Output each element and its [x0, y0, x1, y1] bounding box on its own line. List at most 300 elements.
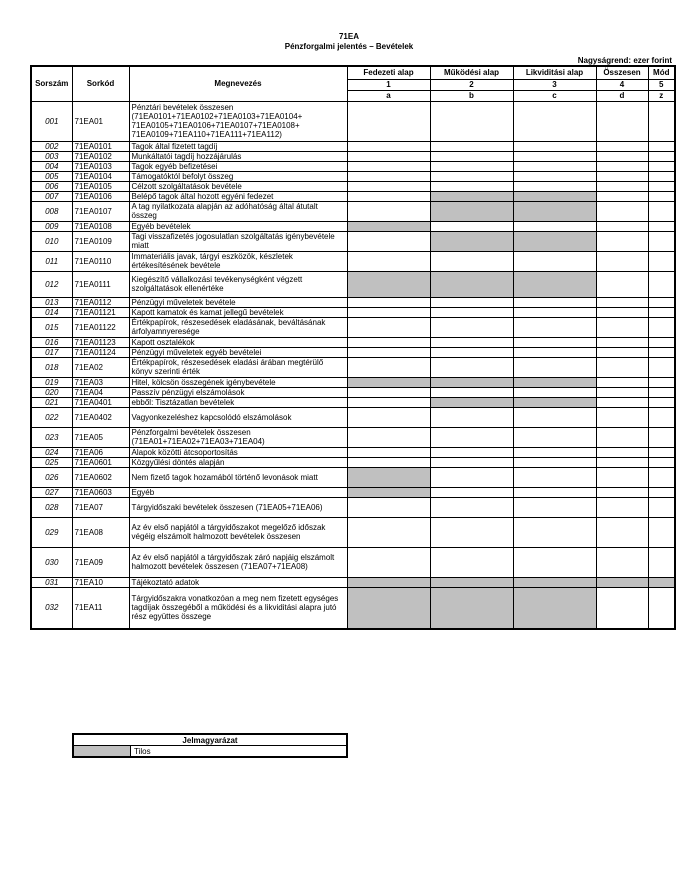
table-row [31, 151, 675, 161]
value-cell[interactable] [430, 101, 513, 141]
value-cell[interactable] [430, 427, 513, 447]
row-code: 71EA0603 [72, 487, 129, 497]
value-cell[interactable] [513, 297, 596, 307]
value-cell[interactable] [596, 407, 648, 427]
value-cell[interactable] [430, 517, 513, 547]
row-code: 71EA01123 [72, 337, 129, 347]
value-cell[interactable] [513, 251, 596, 271]
header-osszesen: Összesen [596, 66, 648, 79]
value-cell[interactable] [648, 307, 675, 317]
value-cell[interactable] [596, 587, 648, 629]
value-cell[interactable] [347, 547, 430, 577]
value-cell[interactable] [430, 407, 513, 427]
value-cell[interactable] [596, 357, 648, 377]
value-cell[interactable] [347, 181, 430, 191]
row-code: 71EA09 [72, 547, 129, 577]
value-cell[interactable] [596, 317, 648, 337]
row-number: 012 [31, 271, 72, 297]
row-number: 031 [31, 577, 72, 587]
row-description: ebből: Tisztázatlan bevételek [129, 397, 347, 407]
value-cell[interactable] [347, 297, 430, 307]
value-cell[interactable] [347, 231, 430, 251]
value-cell[interactable] [347, 201, 430, 221]
value-cell[interactable] [513, 221, 596, 231]
value-cell[interactable] [347, 387, 430, 397]
value-cell[interactable] [596, 397, 648, 407]
table-row [31, 497, 675, 517]
row-code: 71EA0112 [72, 297, 129, 307]
col-number: 2 [430, 79, 513, 90]
value-cell[interactable] [430, 357, 513, 377]
row-number: 026 [31, 467, 72, 487]
col-number: 3 [513, 79, 596, 90]
row-description: A tag nyilatkozata alapján az adóhatóság által átutalt összeg [129, 201, 347, 221]
row-description: Értékpapírok, részesedések eladási árában megtérülő könyv szerinti érték [129, 357, 347, 377]
row-code: 71EA0106 [72, 191, 129, 201]
row-description: Tájékoztató adatok [129, 577, 347, 587]
value-cell[interactable] [347, 497, 430, 517]
value-cell[interactable] [596, 251, 648, 271]
value-cell[interactable] [596, 141, 648, 151]
row-number: 015 [31, 317, 72, 337]
value-cell[interactable] [596, 271, 648, 297]
row-description: Az év első napjától a tárgyidőszak záró napjáig elszámolt halmozott bevételek összesen (71EA07+71EA08) [129, 547, 347, 577]
value-cell[interactable] [430, 297, 513, 307]
table-row [31, 221, 675, 231]
legend-title: Jelmagyarázat [73, 734, 347, 746]
value-cell[interactable] [596, 151, 648, 161]
value-cell[interactable] [648, 161, 675, 171]
row-number: 030 [31, 547, 72, 577]
value-cell[interactable] [430, 497, 513, 517]
table-row [31, 337, 675, 347]
col-number: 5 [648, 79, 675, 90]
value-cell[interactable] [648, 377, 675, 387]
row-code: 71EA0105 [72, 181, 129, 191]
table-row [31, 547, 675, 577]
table-row [31, 307, 675, 317]
forbidden-cell [430, 231, 513, 251]
value-cell[interactable] [430, 447, 513, 457]
row-number: 001 [31, 101, 72, 141]
table-row [31, 407, 675, 427]
value-cell[interactable] [513, 161, 596, 171]
value-cell[interactable] [596, 231, 648, 251]
row-number: 009 [31, 221, 72, 231]
table-row [31, 201, 675, 221]
value-cell[interactable] [513, 307, 596, 317]
table-row [31, 517, 675, 547]
value-cell[interactable] [430, 457, 513, 467]
row-description: Nem fizető tagok hozamából történő levonások miatt [129, 467, 347, 487]
value-cell[interactable] [596, 101, 648, 141]
value-cell[interactable] [513, 151, 596, 161]
form-title: Pénzforgalmi jelentés – Bevételek [284, 42, 414, 51]
col-number: 1 [347, 79, 430, 90]
forbidden-cell [596, 577, 648, 587]
table-row [31, 231, 675, 251]
row-code: 71EA0402 [72, 407, 129, 427]
table-row [31, 467, 675, 487]
forbidden-cell [513, 577, 596, 587]
row-description: Alapok közötti átcsoportosítás [129, 447, 347, 457]
value-cell[interactable] [347, 141, 430, 151]
row-code: 71EA01 [72, 101, 129, 141]
value-cell[interactable] [596, 201, 648, 221]
row-number: 010 [31, 231, 72, 251]
row-number: 018 [31, 357, 72, 377]
row-number: 024 [31, 447, 72, 457]
value-cell[interactable] [648, 151, 675, 161]
value-cell[interactable] [648, 497, 675, 517]
value-cell[interactable] [648, 337, 675, 347]
value-cell[interactable] [596, 387, 648, 397]
row-code: 71EA0111 [72, 271, 129, 297]
value-cell[interactable] [648, 457, 675, 467]
table-row [31, 447, 675, 457]
row-number: 002 [31, 141, 72, 151]
row-description: Közgyűlési döntés alapján [129, 457, 347, 467]
row-description: Vagyonkezeléshez kapcsolódó elszámolások [129, 407, 347, 427]
value-cell[interactable] [347, 447, 430, 457]
forbidden-cell [513, 271, 596, 297]
value-cell[interactable] [347, 517, 430, 547]
value-cell[interactable] [513, 487, 596, 497]
value-cell[interactable] [513, 497, 596, 517]
value-cell[interactable] [513, 547, 596, 577]
value-cell[interactable] [648, 427, 675, 447]
value-cell[interactable] [596, 297, 648, 307]
value-cell[interactable] [648, 407, 675, 427]
value-cell[interactable] [596, 497, 648, 517]
table-row [31, 487, 675, 497]
value-cell[interactable] [347, 407, 430, 427]
row-number: 006 [31, 181, 72, 191]
row-code: 71EA03 [72, 377, 129, 387]
row-number: 029 [31, 517, 72, 547]
value-cell[interactable] [648, 231, 675, 251]
value-cell[interactable] [513, 387, 596, 397]
value-cell[interactable] [513, 337, 596, 347]
row-code: 71EA0108 [72, 221, 129, 231]
value-cell[interactable] [648, 317, 675, 337]
value-cell[interactable] [596, 181, 648, 191]
row-number: 023 [31, 427, 72, 447]
value-cell[interactable] [596, 517, 648, 547]
value-cell[interactable] [347, 397, 430, 407]
forbidden-cell [430, 191, 513, 201]
value-cell[interactable] [430, 171, 513, 181]
value-cell[interactable] [430, 181, 513, 191]
table-row [31, 457, 675, 467]
row-description: Hitel, kölcsön összegének igénybevétele [129, 377, 347, 387]
row-number: 022 [31, 407, 72, 427]
row-number: 017 [31, 347, 72, 357]
row-description: Pénzforgalmi bevételek összesen (71EA01+71EA02+71EA03+71EA04) [129, 427, 347, 447]
value-cell[interactable] [648, 101, 675, 141]
table-row [31, 171, 675, 181]
value-cell[interactable] [596, 171, 648, 181]
row-number: 032 [31, 587, 72, 629]
row-code: 71EA11 [72, 587, 129, 629]
row-code: 71EA01121 [72, 307, 129, 317]
row-code: 71EA01124 [72, 347, 129, 357]
value-cell[interactable] [347, 347, 430, 357]
forbidden-cell [347, 587, 430, 629]
forbidden-cell [347, 467, 430, 487]
value-cell[interactable] [430, 547, 513, 577]
table-body [31, 101, 675, 629]
row-number: 020 [31, 387, 72, 397]
table-row [31, 251, 675, 271]
row-description: Pénzügyi műveletek bevétele [129, 297, 347, 307]
value-cell[interactable] [347, 357, 430, 377]
unit-label: Nagyságrend: ezer forint [577, 56, 672, 65]
value-cell[interactable] [513, 347, 596, 357]
value-cell[interactable] [596, 347, 648, 357]
value-cell[interactable] [513, 317, 596, 337]
value-cell[interactable] [596, 487, 648, 497]
row-code: 71EA0103 [72, 161, 129, 171]
value-cell[interactable] [648, 517, 675, 547]
row-description: Kapott osztalékok [129, 337, 347, 347]
forbidden-cell [347, 577, 430, 587]
value-cell[interactable] [513, 467, 596, 487]
value-cell[interactable] [347, 317, 430, 337]
row-description: Célzott szolgáltatások bevétele [129, 181, 347, 191]
value-cell[interactable] [430, 161, 513, 171]
value-cell[interactable] [513, 357, 596, 377]
value-cell[interactable] [648, 141, 675, 151]
value-cell[interactable] [596, 377, 648, 387]
row-number: 028 [31, 497, 72, 517]
row-code: 71EA06 [72, 447, 129, 457]
row-code: 71EA01122 [72, 317, 129, 337]
row-number: 004 [31, 161, 72, 171]
value-cell[interactable] [430, 251, 513, 271]
value-cell[interactable] [596, 191, 648, 201]
value-cell[interactable] [347, 307, 430, 317]
row-description: Pénzügyi műveletek egyéb bevételei [129, 347, 347, 357]
value-cell[interactable] [596, 307, 648, 317]
table-row [31, 357, 675, 377]
row-code: 71EA04 [72, 387, 129, 397]
value-cell[interactable] [648, 447, 675, 457]
value-cell[interactable] [347, 171, 430, 181]
table-row [31, 271, 675, 297]
forbidden-cell [347, 221, 430, 231]
value-cell[interactable] [347, 427, 430, 447]
row-description: Immateriális javak, tárgyi eszközök, készletek értékesítésének bevétele [129, 251, 347, 271]
value-cell[interactable] [513, 141, 596, 151]
forbidden-cell [430, 201, 513, 221]
row-description: Tárgyidőszaki bevételek összesen (71EA05+71EA06) [129, 497, 347, 517]
value-cell[interactable] [347, 337, 430, 347]
value-cell[interactable] [430, 141, 513, 151]
value-cell[interactable] [648, 221, 675, 231]
value-cell[interactable] [513, 517, 596, 547]
value-cell[interactable] [513, 457, 596, 467]
row-number: 011 [31, 251, 72, 271]
value-cell[interactable] [430, 467, 513, 487]
value-cell[interactable] [513, 171, 596, 181]
row-code: 71EA07 [72, 497, 129, 517]
value-cell[interactable] [596, 467, 648, 487]
value-cell[interactable] [648, 357, 675, 377]
row-code: 71EA0401 [72, 397, 129, 407]
header-mukodesi-alap: Működési alap [430, 66, 513, 79]
table-row [31, 191, 675, 201]
row-number: 013 [31, 297, 72, 307]
row-description: Kapott kamatok és kamat jellegű bevételek [129, 307, 347, 317]
row-number: 027 [31, 487, 72, 497]
value-cell[interactable] [430, 151, 513, 161]
row-code: 71EA0602 [72, 467, 129, 487]
value-cell[interactable] [648, 191, 675, 201]
value-cell[interactable] [648, 547, 675, 577]
row-description: Értékpapírok, részesedések eladásának, beváltásának árfolyamnyeresége [129, 317, 347, 337]
row-description: Kiegészítő vállalkozási tevékenységként végzett szolgáltatások ellenértéke [129, 271, 347, 297]
col-number: 4 [596, 79, 648, 90]
table-row [31, 317, 675, 337]
row-description: Az év első napjától a tárgyidőszakot megelőző időszak végéig elszámolt halmozott bevételek összesen [129, 517, 347, 547]
forbidden-cell [430, 377, 513, 387]
col-letter: b [430, 90, 513, 101]
forbidden-cell [430, 397, 513, 407]
value-cell[interactable] [596, 447, 648, 457]
header-fedezeti-alap: Fedezeti alap [347, 66, 430, 79]
value-cell[interactable] [347, 191, 430, 201]
value-cell[interactable] [430, 487, 513, 497]
table-row [31, 161, 675, 171]
table-row [31, 587, 675, 629]
legend-item-label: Tilos [131, 746, 348, 758]
header-megnevezes: Megnevezés [129, 66, 347, 101]
value-cell[interactable] [596, 221, 648, 231]
row-number: 025 [31, 457, 72, 467]
value-cell[interactable] [347, 101, 430, 141]
header-mod: Mód [648, 66, 675, 79]
value-cell[interactable] [648, 201, 675, 221]
row-description: Munkáltatói tagdíj hozzájárulás [129, 151, 347, 161]
legend [72, 733, 348, 758]
row-code: 71EA0601 [72, 457, 129, 467]
value-cell[interactable] [648, 587, 675, 629]
row-number: 019 [31, 377, 72, 387]
table-row [31, 427, 675, 447]
row-number: 021 [31, 397, 72, 407]
row-description: Tagi visszafizetés jogosulatlan szolgáltatás igénybevétele miatt [129, 231, 347, 251]
value-cell[interactable] [347, 251, 430, 271]
forbidden-cell [513, 377, 596, 387]
table-row [31, 577, 675, 587]
row-description: Egyéb bevételek [129, 221, 347, 231]
value-cell[interactable] [430, 347, 513, 357]
table-row [31, 397, 675, 407]
table-row [31, 181, 675, 191]
forbidden-cell [513, 231, 596, 251]
value-cell[interactable] [430, 317, 513, 337]
value-cell[interactable] [513, 181, 596, 191]
col-letter: a [347, 90, 430, 101]
value-cell[interactable] [430, 307, 513, 317]
value-cell[interactable] [648, 467, 675, 487]
value-cell[interactable] [430, 221, 513, 231]
value-cell[interactable] [430, 337, 513, 347]
row-description: Tagok egyéb befizetései [129, 161, 347, 171]
value-cell[interactable] [347, 151, 430, 161]
value-cell[interactable] [513, 447, 596, 457]
row-code: 71EA0104 [72, 171, 129, 181]
forbidden-cell [430, 271, 513, 297]
header-sorkod: Sorkód [72, 66, 129, 101]
value-cell[interactable] [596, 457, 648, 467]
forbidden-cell [347, 377, 430, 387]
col-letter: z [648, 90, 675, 101]
value-cell[interactable] [648, 171, 675, 181]
row-number: 014 [31, 307, 72, 317]
value-cell[interactable] [648, 347, 675, 357]
value-cell[interactable] [648, 251, 675, 271]
row-code: 71EA0110 [72, 251, 129, 271]
table-row [31, 141, 675, 151]
table-row [31, 387, 675, 397]
value-cell[interactable] [596, 547, 648, 577]
header-likviditasi-alap: Likviditási alap [513, 66, 596, 79]
forbidden-cell [513, 587, 596, 629]
value-cell[interactable] [513, 407, 596, 427]
value-cell[interactable] [648, 271, 675, 297]
row-number: 007 [31, 191, 72, 201]
value-cell[interactable] [596, 337, 648, 347]
row-code: 71EA0109 [72, 231, 129, 251]
value-cell[interactable] [596, 427, 648, 447]
value-cell[interactable] [513, 101, 596, 141]
header-sorszam: Sorszám [31, 66, 72, 101]
value-cell[interactable] [648, 297, 675, 307]
row-number: 016 [31, 337, 72, 347]
forbidden-cell [347, 487, 430, 497]
value-cell[interactable] [648, 397, 675, 407]
value-cell[interactable] [648, 387, 675, 397]
legend-grey-swatch [73, 746, 131, 758]
value-cell[interactable] [513, 427, 596, 447]
row-code: 71EA0107 [72, 201, 129, 221]
row-description: Passzív pénzügyi elszámolások [129, 387, 347, 397]
value-cell[interactable] [648, 487, 675, 497]
value-cell[interactable] [648, 181, 675, 191]
forbidden-cell [513, 397, 596, 407]
form-code: 71EA [338, 32, 359, 41]
forbidden-cell [648, 577, 675, 587]
table-row [31, 101, 675, 141]
col-letter: d [596, 90, 648, 101]
row-description: Tagok által fizetett tagdíj [129, 141, 347, 151]
value-cell[interactable] [596, 161, 648, 171]
value-cell[interactable] [347, 457, 430, 467]
table-row [31, 377, 675, 387]
row-code: 71EA05 [72, 427, 129, 447]
value-cell[interactable] [430, 387, 513, 397]
row-description: Tárgyidőszakra vonatkozóan a meg nem fizetett egységes tagdíjak összegéből a működési és a likviditási alapra jutó rész együttes összege [129, 587, 347, 629]
row-number: 003 [31, 151, 72, 161]
row-code: 71EA0102 [72, 151, 129, 161]
forbidden-cell [513, 191, 596, 201]
forbidden-cell [430, 587, 513, 629]
table-row [31, 297, 675, 307]
table-row [31, 347, 675, 357]
value-cell[interactable] [347, 161, 430, 171]
